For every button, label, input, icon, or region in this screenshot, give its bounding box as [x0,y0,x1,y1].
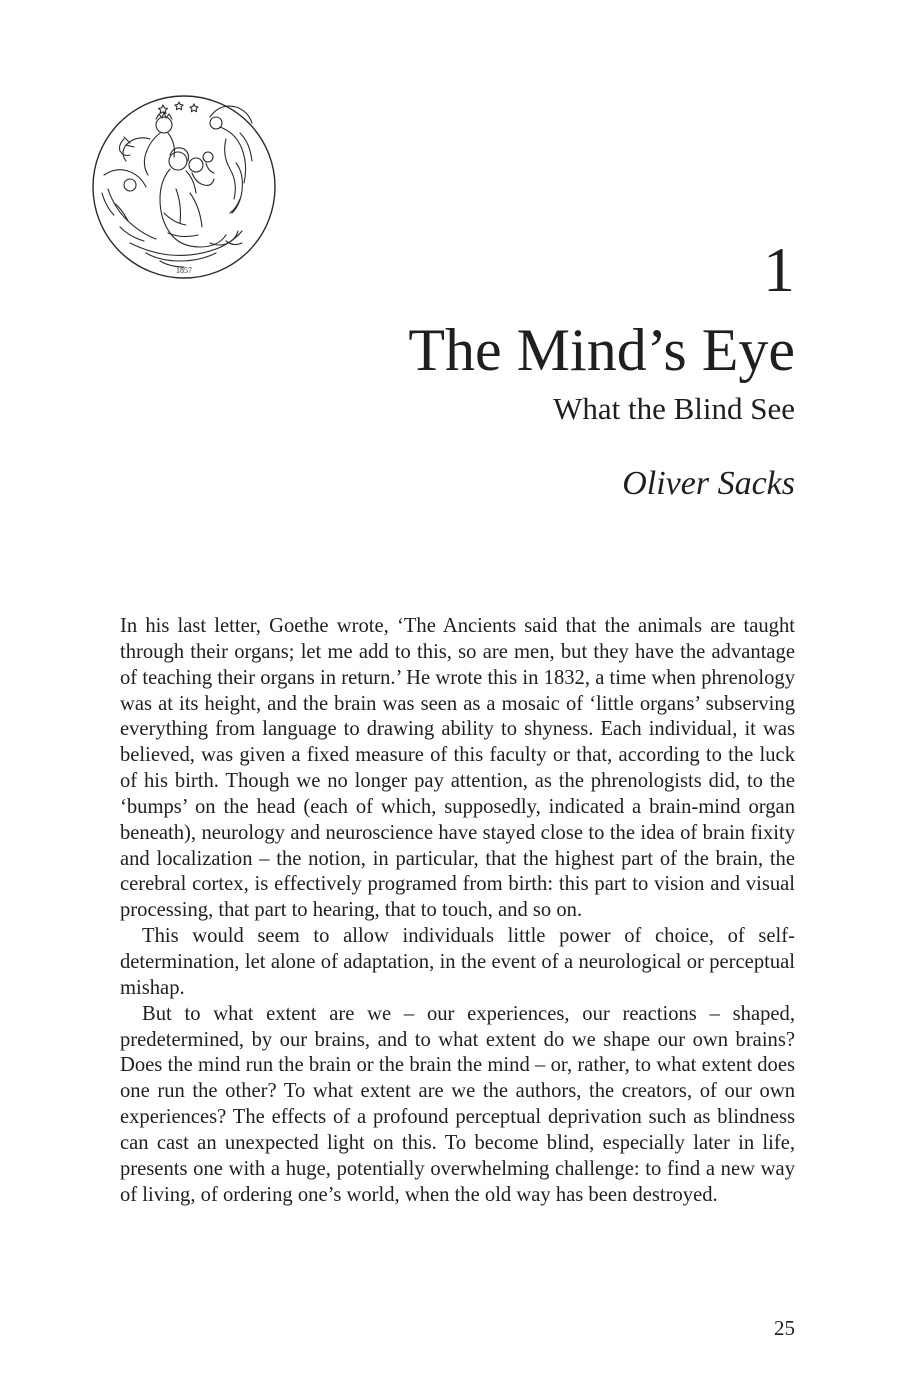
chapter-title: The Mind’s Eye [408,317,795,383]
paragraph: But to what extent are we – our experiences, our reactions – shaped, predetermined, by our brains, and to what extent do we shape our own brains? Does the mind run the brain or the brain the mind – or, rather, to what extent does one run the other? To what extent are we the authors, the creators, of our own experiences? The effects of a profound perceptual deprivation such as blindness can cast an unexpected light on this. To become blind, especially later in life, presents one with a huge, potentially overwhelming challenge: to find a new way of living, of ordering one’s world, when the old way has been destroyed. [120,1002,795,1206]
author-name: Oliver Sacks [622,465,795,502]
body-text [120,614,795,1208]
chapter-subtitle: What the Blind See [553,391,795,426]
paragraph: This would seem to allow individuals little power of choice, of self-determination, let alone of adaptation, in the event of a neurological or perceptual mishap. [120,925,795,999]
medallion-signature: 1857 [176,266,192,275]
page-number: 25 [774,1316,795,1340]
classical-figures-medallion-icon [90,93,278,281]
paragraph: In his last letter, Goethe wrote, ‘The Ancients said that the animals are taught through their organs; let me add to this, so are men, but they have the advantage of teaching their organs in return.’ He wrote this in 1832, a time when phrenology was at its height, and the brain was seen as a mosaic of ‘little organs’ subserving everything from language to drawing ability to shyness. Each individual, it was believed, was given a fixed measure of this faculty or that, according to the luck of his birth. Though we no longer pay attention, as the phrenologists did, to the ‘bumps’ on the head (each of which, supposedly, indicated a brain-mind organ beneath), neurology and neuroscience have stayed close to the idea of brain fixity and localization – the notion, in particular, that the highest part of the brain, the cerebral cortex, is effectively programed from birth: this part to vision and visual processing, that part to hearing, that to touch, and so on. [120,615,795,922]
chapter-number: 1 [763,234,795,305]
